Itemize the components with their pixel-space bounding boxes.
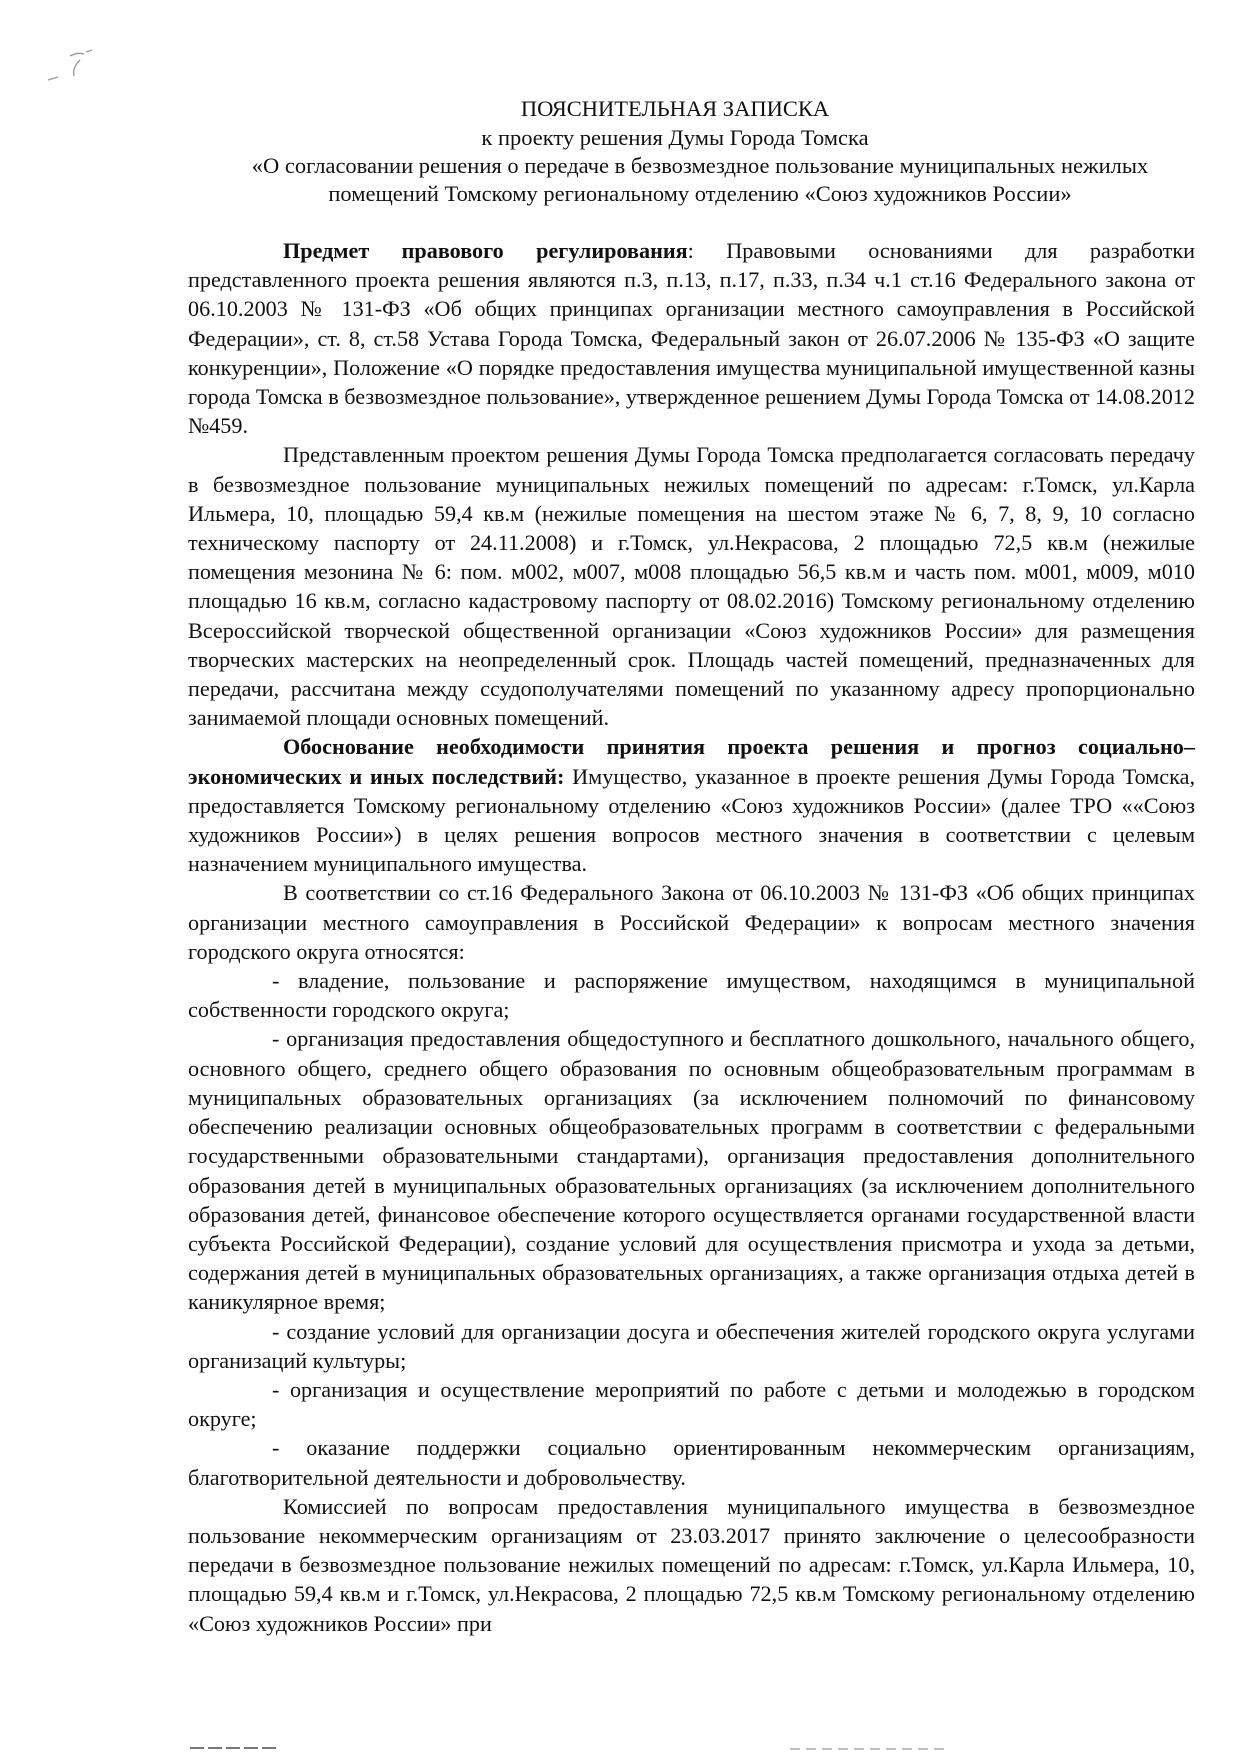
list-item: - создание условий для организации досуга и обеспечения жителей городского округа услугами организаций культуры; — [188, 1318, 1195, 1373]
heading-legal-basis: Предмет правового регулирования — [283, 238, 688, 263]
document-title: ПОЯСНИТЕЛЬНАЯ ЗАПИСКА — [520, 96, 830, 121]
document-subtitle: к проекту решения Думы Города Томска — [481, 125, 869, 150]
scan-bottom-edge — [190, 1745, 1190, 1753]
paragraph-commission: Комиссией по вопросам предоставления муниципального имущества в безвозмездное пользование некоммерческим организациям от 23.03.2017 принято заключение о целесообразности передачи в безвозмездное пользование нежилых помещений по адресам: г.Томск, ул.Карла Ильмера, 10, площадью 59,4 кв.м и г.Томск, ул.Некрасова, 2 площадью 72,5 кв.м Томскому региональному отделению «Союз художников России» при — [188, 1493, 1195, 1636]
scan-artifact-mark — [40, 38, 120, 88]
text-legal-basis: : Правовыми основаниями для разработки представленного проекта решения являются п.3, п.13, п.17, п.33, п.34 ч.1 ст.16 Федерального закона от 06.10.2003 № 131-ФЗ «Об общих принципах организации местного самоуправления в Российской Федерации», ст. 8, ст.58 Устава Города Томска, Федеральный закон от 26.07.2006 № 135-ФЗ «О защите конкуренции», Положение «О порядке предоставления имущества муниципальной имущественной казны города Томска в безвозмездное пользование», утвержденное решением Думы Города Томска от 14.08.2012 №459. — [188, 238, 1195, 439]
paragraph-legal-basis — [188, 236, 1195, 440]
list-item: - владение, пользование и распоряжение имуществом, находящимся в муниципальной собственности городского округа; — [188, 968, 1195, 1023]
text-justification: Имущество, указанное в проекте решения Думы Города Томска, предоставляется Томскому региональному отделению «Союз художников России» (далее ТРО ««Союз художников России») в целях решения вопросов местного значения в соответствии с целевым назначением муниципального имущества. — [188, 763, 1195, 877]
document-body — [188, 236, 1195, 1638]
heading-justification: Обоснование необходимости принятия проекта решения и прогноз социально–экономических и иных последствий: — [188, 734, 1195, 789]
list-item: - оказание поддержки социально ориентированным некоммерческим организациям, благотворительной деятельности и добровольчеству. — [188, 1435, 1195, 1490]
list-item: - организация и осуществление мероприятий по работе с детьми и молодежью в городском округе; — [188, 1376, 1195, 1432]
paragraph-local-issues: В соответствии со ст.16 Федерального Закона от 06.10.2003 № 131-ФЗ «Об общих принципах организации местного самоуправления в Российской Федерации» к вопросам местного значения городского округа относятся: — [188, 880, 1195, 964]
paragraph-proposal: Представленным проектом решения Думы Города Томска предполагается согласовать передачу в безвозмездное пользование муниципальных нежилых помещений по адресам: г.Томск, ул.Карла Ильмера, 10, площадью 59,4 кв.м (нежилые помещения на шестом этаже № 6, 7, 8, 9, 10 согласно техническому паспорту от 24.11.2008) и г.Томск, ул.Некрасова, 2 площадью 72,5 кв.м (нежилые помещения мезонина № 6: пом. м002, м007, м008 площадью 56,5 кв.м и часть пом. м001, м009, м010 площадью 16 кв.м, согласно кадастровому паспорту от 08.02.2016) Томскому региональному отделению Всероссийской творческой общественной организации «Союз художников России» для размещения творческих мастерских на неопределенный срок. Площадь частей помещений, предназначенных для передачи, рассчитана между ссудополучателями помещений по указанному адресу пропорционально занимаемой площади основных помещений. — [188, 442, 1195, 731]
document-subject: «О согласовании решения о передаче в безвозмездное пользование муниципальных нежилых помещений Томскому региональному отделению «Союз художников России» — [251, 153, 1149, 206]
paragraph-justification — [188, 732, 1195, 878]
list-item: - организация предоставления общедоступного и бесплатного дошкольного, начального общего, основного общего, среднего общего образования по основным общеобразовательным программам в муниципальных образовательных организациях (за исключением полномочий по финансовому обеспечению реализации основных общеобразовательных программ в соответствии с федеральными государственными образовательными стандартами), организация предоставления дополнительного образования детей в муниципальных образовательных организациях (за исключением дополнительного образования детей, финансовое обеспечение которого осуществляется органами государственной власти субъекта Российской Федерации), создание условий для осуществления присмотра и ухода за детьми, содержания детей в муниципальных образовательных организациях, а также организация отдыха детей в каникулярное время; — [188, 1026, 1195, 1315]
